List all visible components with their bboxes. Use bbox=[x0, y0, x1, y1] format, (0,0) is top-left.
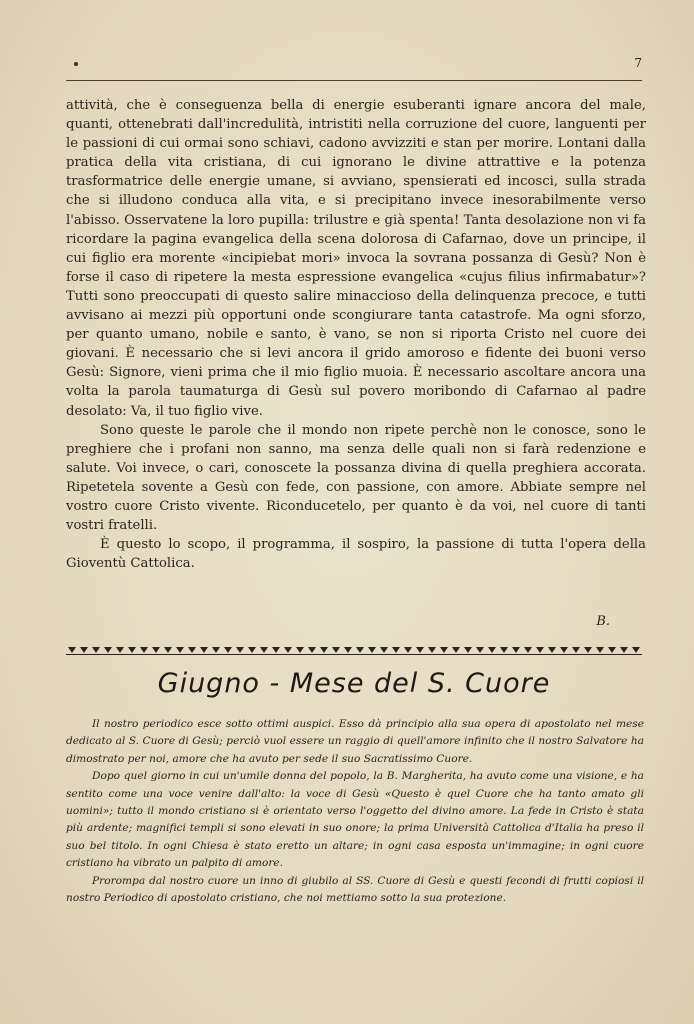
ink-dot bbox=[74, 62, 78, 66]
section-body bbox=[66, 716, 644, 907]
ornamental-divider bbox=[66, 646, 642, 656]
header-rule bbox=[66, 80, 642, 81]
section-paragraph: Dopo quel giorno in cui un'umile donna del popolo, la B. Margherita, ha avuto come una visione, e ha sentito come una voce venire dall'alto: la voce di Gesù «Questo è quel Cuore che ha tanto amato gli uomini»; tutto il mondo cristiano si è orientato verso l'oggetto del divino amore. La fede in Cristo è stata più ardente; magnifici templi si sono elevati in suo onore; la prima Università Cattolica d'Italia ha preso il suo bel titolo. In ogni Chiesa è stato eretto un altare; in ogni casa esposta un'immagine; in ogni cuore cristiano ha vibrato un palpito di amore. bbox=[66, 770, 644, 870]
article-paragraph: Sono queste le parole che il mondo non ripete perchè non le conosce, sono le preghiere che i profani non sanno, ma senza delle quali non si farà redenzione e salute. Voi invece, o cari, conoscete la possanza divina di quella preghiera accorata. Ripetetela sovente a Gesù con fede, con passione, con amore. Abbiate sempre nel vostro cuore Cristo vivente. Riconducetelo, per quanto è da voi, nel cuore di tanti vostri fratelli. bbox=[66, 422, 646, 534]
section-paragraph: Prorompa dal nostro cuore un inno di giubilo al SS. Cuore di Gesù e questi fecondi di frutti copiosi il nostro Periodico di apostolato cristiano, che noi mettiamo sotto la sua protezione. bbox=[66, 874, 644, 905]
article-paragraph: È questo lo scopo, il programma, il sospiro, la passione di tutta l'opera della Gioventù Cattolica. bbox=[66, 537, 646, 572]
article-body bbox=[66, 96, 646, 573]
page-number: 7 bbox=[634, 56, 642, 70]
section-title: Giugno - Mese del S. Cuore bbox=[157, 668, 551, 699]
article-signature: B. bbox=[596, 614, 610, 629]
section-paragraph: Il nostro periodico esce sotto ottimi auspici. Esso dà principio alla sua opera di apostolato nel mese dedicato al S. Cuore di Gesù; perciò vuol essere un raggio di quell'amore infinito che il nostro Salvatore ha dimostrato per noi, amore che ha avuto per sede il suo Sacratissimo Cuore. bbox=[66, 718, 644, 765]
article-paragraph: attività, che è conseguenza bella di energie esuberanti ignare ancora del male, quanti, ottenebrati dall'incredulità, intristiti nella corruzione del cuore, languenti per le passioni di cui ormai sono schiavi, cadono avvizziti e stan per morire. Lontani dalla pratica della vita cristiana, di cui ignorano le divine attrattive e la potenza trasformatrice delle energie umane, si avviano, spensierati ed incosci, sulla strada che si illudono conduca alla vita, e si precipitano invece inesorabilmente verso l'abisso. Osservatene la loro pupilla: trilustre e già spenta! Tanta desolazione non vi fa ricordare la pagina evangelica della scena dolorosa di Cafarnao, dove un principe, il cui figlio era morente «incipiebat mori» invoca la sovrana possanza di Gesù? Non è forse il caso di ripetere la mesta espressione evangelica «cujus filius infirmabatur»? Tutti sono preoccupati di questo salire minaccioso della delinquenza precoce, e tutti avvisano ai mezzi più opportuni onde scongiurare tanta catastrofe. Ma ogni sforzo, per quanto umano, nobile e santo, è vano, se non si riporta Cristo nel cuore dei giovani. È necessario che si levi ancora il grido amoroso e fidente dei buoni verso Gesù: Signore, vieni prima che il mio figlio muoia. È necessario ascoltare ancora una volta la parola taumaturga di Gesù sul povero moribondo di Cafarnao al padre desolato: Va, il tuo figlio vive. bbox=[66, 98, 646, 419]
